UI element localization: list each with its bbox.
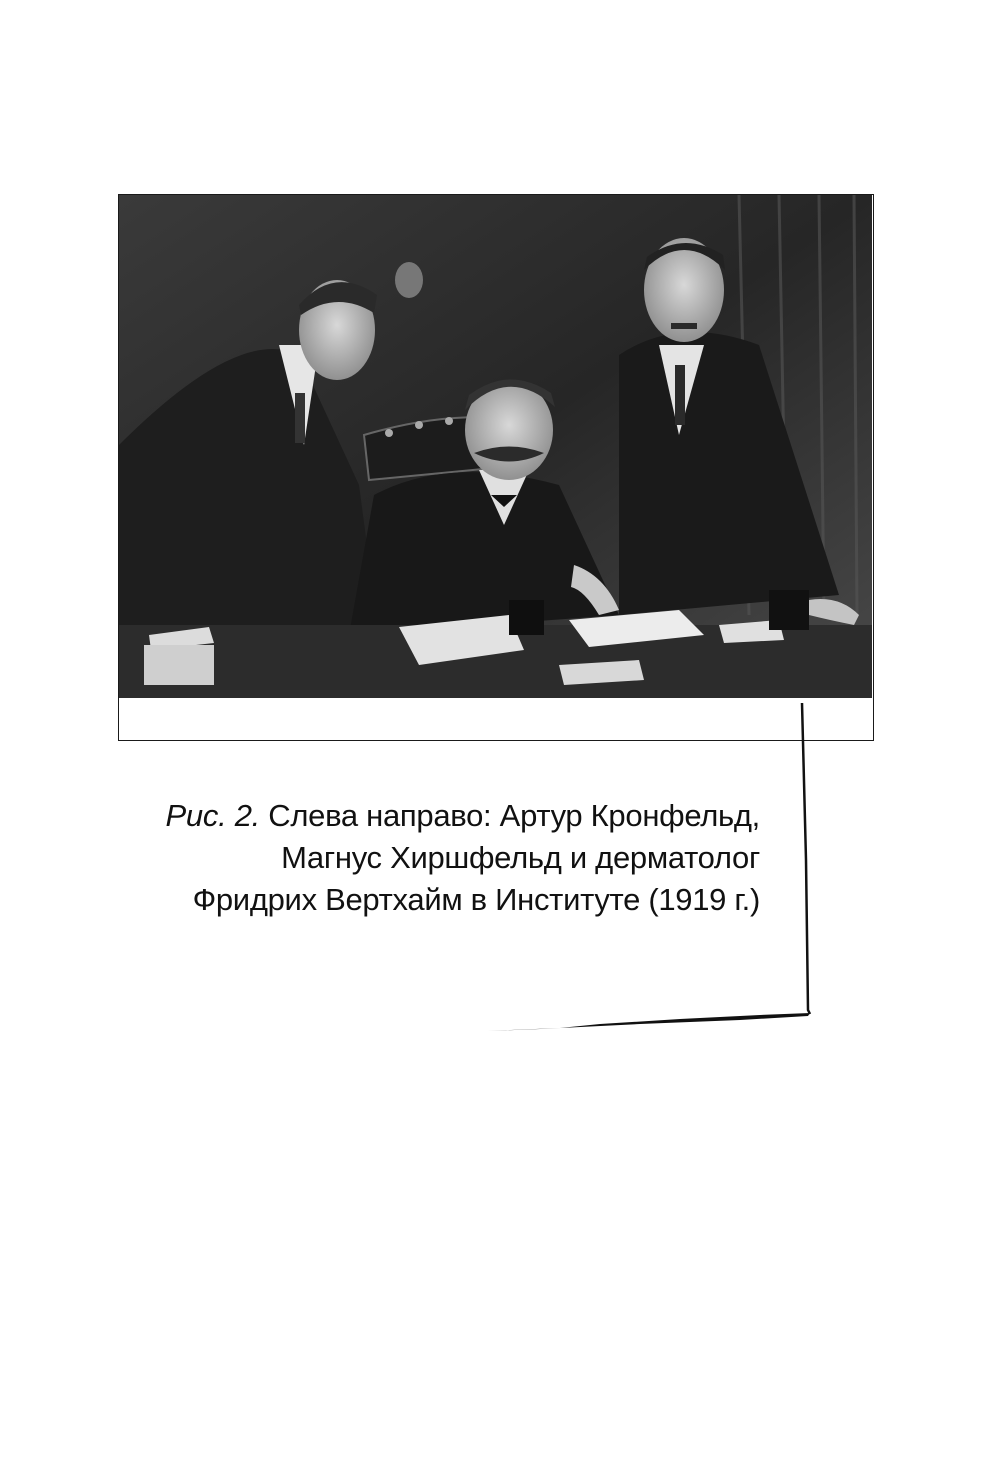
caption-line-3: Фридрих Вертхайм в Институте (1919 г.) (192, 882, 760, 917)
figure-caption (150, 795, 760, 921)
caption-line-2: Магнус Хиршфельд и дерматолог (281, 840, 760, 875)
figure-label: Рис. 2. (165, 798, 260, 833)
caption-text-1: Слева направо: Артур Кронфельд, (268, 798, 760, 833)
caption-line-1 (150, 795, 760, 837)
